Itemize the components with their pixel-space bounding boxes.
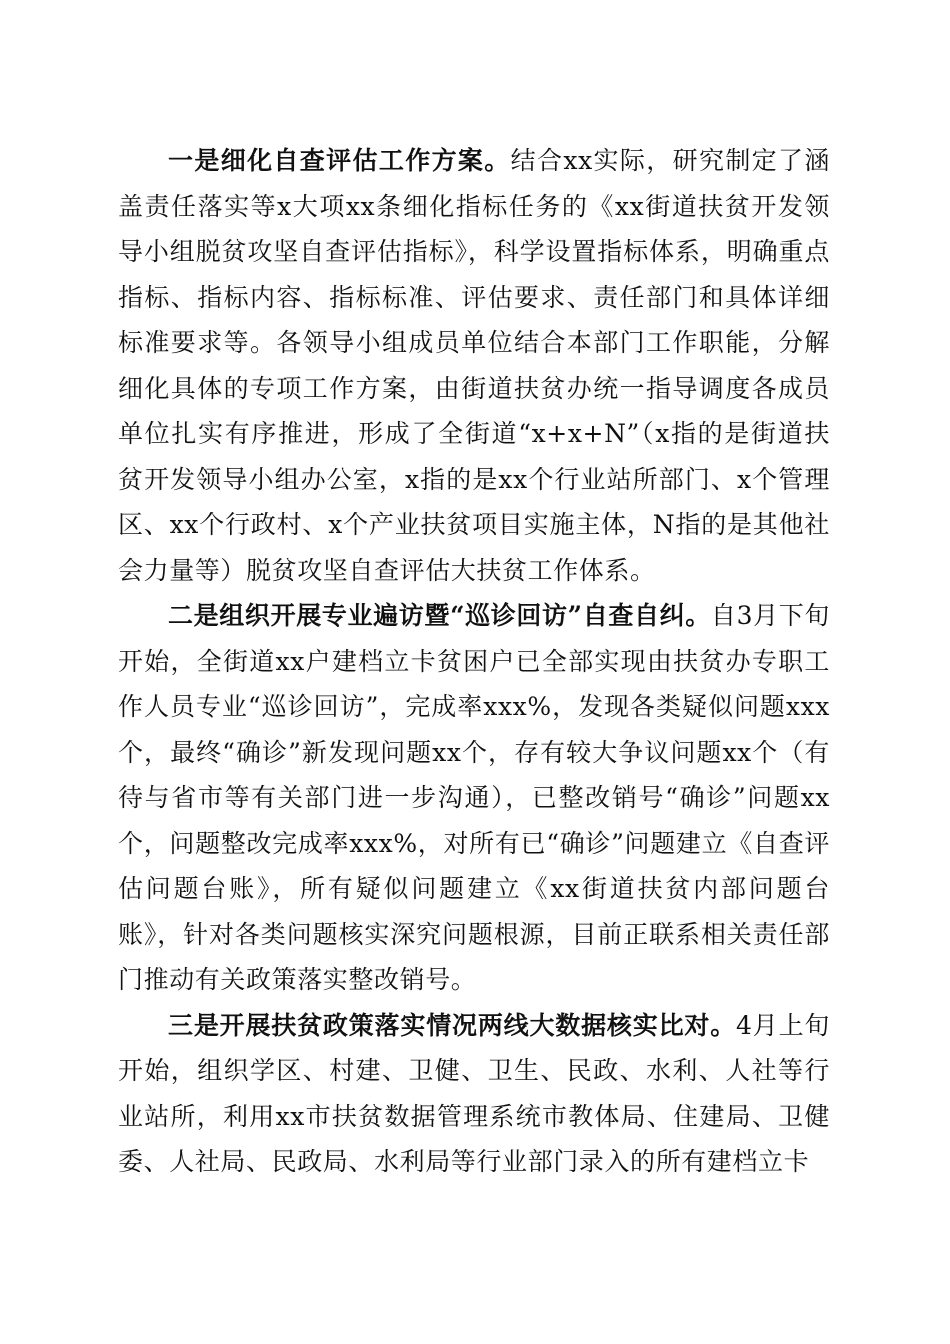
paragraph-3-body: 4月上旬开始，组织学区、村建、卫健、卫生、民政、水利、人社等行业站所，利用xx市扶贫数据管理系统市教体局、住建局、卫健委、人社局、民政局、水利局等行业部门录入的所有建档立卡	[118, 1010, 830, 1176]
paragraph-1-body: 结合xx实际，研究制定了涵盖责任落实等x大项xx条细化指标任务的《xx街道扶贫开发领导小组脱贫攻坚自查评估指标》，科学设置指标体系，明确重点指标、指标内容、指标标准、评估要求、责任部门和具体详细标准要求等。各领导小组成员单位结合本部门工作职能，分解细化具体的专项工作方案，由街道扶贫办统一指导调度各成员单位扎实有序推进，形成了全街道“x+x+N”（x指的是街道扶贫开发领导小组办公室，x指的是xx个行业站所部门、x个管理区、xx个行政村、x个产业扶贫项目实施主体，N指的是其他社会力量等）脱贫攻坚自查评估大扶贫工作体系。	[118, 146, 830, 585]
paragraph-2	[118, 593, 830, 1003]
document-body	[118, 138, 830, 1185]
paragraph-2-body: 自3月下旬开始，全街道xx户建档立卡贫困户已全部实现由扶贫办专职工作人员专业“巡诊回访”，完成率xxx%，发现各类疑似问题xxx个，最终“确诊”新发现问题xx个，存有较大争议问题xx个（有待与省市等有关部门进一步沟通），已整改销号“确诊”问题xx个，问题整改完成率xxx%，对所有已“确诊”问题建立《自查评估问题台账》，所有疑似问题建立《xx街道扶贫内部问题台账》，针对各类问题核实深究问题根源，目前正联系相关责任部门推动有关政策落实整改销号。	[118, 601, 831, 994]
paragraph-1-lead: 一是细化自查评估工作方案。	[168, 146, 511, 175]
paragraph-3	[118, 1003, 830, 1185]
paragraph-1	[118, 138, 830, 593]
paragraph-2-lead: 二是组织开展专业遍访暨“巡诊回访”自查自纠。	[168, 601, 711, 630]
paragraph-3-lead: 三是开展扶贫政策落实情况两线大数据核实比对。	[168, 1010, 737, 1040]
